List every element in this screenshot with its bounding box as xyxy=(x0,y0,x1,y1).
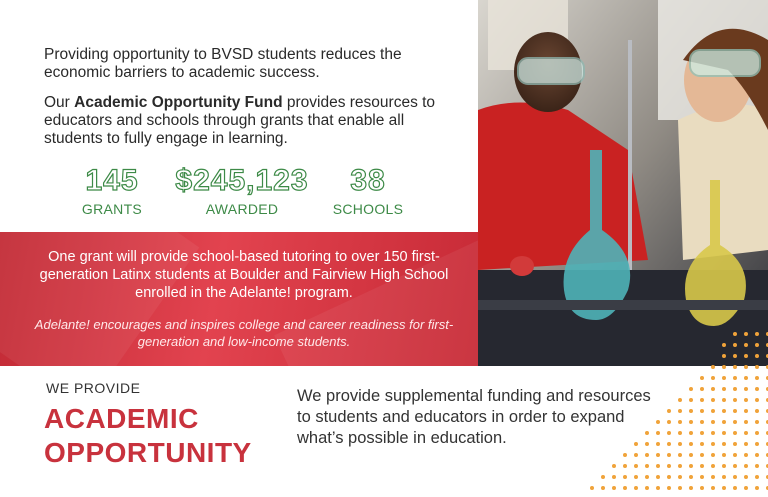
intro-paragraph-2-prefix: Our xyxy=(44,94,75,111)
footer-headline-line2: OPPORTUNITY xyxy=(44,437,252,468)
stat-grants-value: 145 xyxy=(85,164,139,197)
footer-headline xyxy=(44,402,252,470)
stat-schools xyxy=(328,165,408,217)
fund-name: Academic Opportunity Fund xyxy=(74,94,283,111)
stat-awarded xyxy=(172,165,312,217)
highlight-band xyxy=(0,232,478,366)
stat-schools-label: SCHOOLS xyxy=(332,201,404,217)
highlight-italic: Adelante! encourages and inspires college and career readiness for first-generation and low-income students. xyxy=(34,317,454,349)
footer-headline-line1: ACADEMIC xyxy=(44,403,199,434)
footer-eyebrow: WE PROVIDE xyxy=(46,380,141,396)
stat-awarded-label: AWARDED xyxy=(205,201,279,217)
dot-pattern xyxy=(588,330,768,497)
intro-paragraph-1: Providing opportunity to BVSD students reduces the economic barriers to academic success. xyxy=(44,46,402,81)
stats-row xyxy=(70,165,430,221)
intro-text xyxy=(44,46,464,160)
highlight-text: One grant will provide school-based tutoring to over 150 first-generation Latinx students at Boulder and Fairview High School enrolled in the Adelante! program. xyxy=(39,249,449,301)
stat-grants-label: GRANTS xyxy=(81,201,143,217)
footer-tagline: We provide supplemental funding and resources to students and educators in order to expand what’s possible in education. xyxy=(297,387,651,447)
stat-awarded-value: $245,123 xyxy=(175,164,309,197)
intro-paragraph-2-suffix: provides resources to educators and schools through grants that enable all students to fully engage in learning. xyxy=(44,94,436,147)
classroom-photo xyxy=(478,0,768,366)
stat-schools-value: 38 xyxy=(350,164,386,197)
intro-paragraph-2 xyxy=(44,94,464,148)
stat-grants xyxy=(72,165,152,217)
